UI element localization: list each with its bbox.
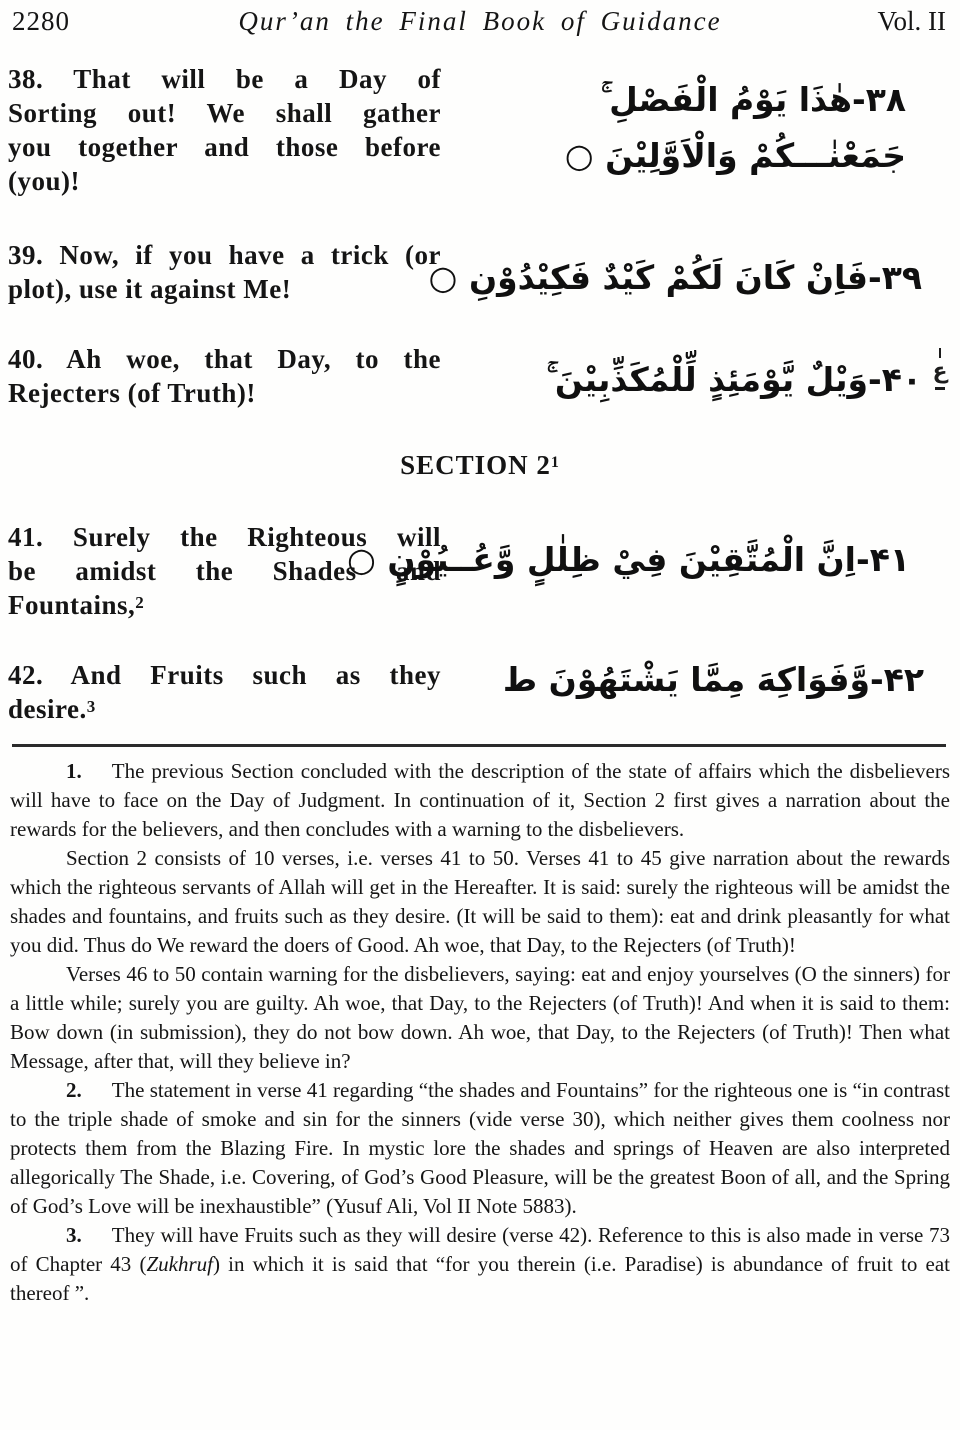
footnote-ref-3: 3 — [86, 697, 96, 716]
footnote-text: The previous Section concluded with the description of the state of affairs which the disbelievers will have to face on the Day of Judgment. In continuation of it, Section 2 first gives a narration about the rewards for the believers, and then concludes with a warning to the disbelievers. — [10, 759, 950, 841]
verse-42-english — [8, 658, 441, 726]
footnote-1-para-3: Verses 46 to 50 contain warning for the disbelievers, saying: eat and enjoy yourselves (O the sinners) for a little while; surely you are guilty. Ah woe, that Day, to the Rejecters (of Truth)! And when it is said to them: Bow down (in submission), they do not bow down. Ah woe, that Day, to the Rejecters (of Truth)! Then what Message, after that, will they believe in? — [10, 962, 950, 1073]
footnote-1-para-2: Section 2 consists of 10 verses, i.e. verses 41 to 50. Verses 41 to 45 give narration about the rewards which the righteous servants of Allah will get in the Hereafter. It is said: surely the righteous will be amidst the shades and fountains, and fruits such as they desire. (It will be said to them): eat and drink pleasantly for what you did. Thus do We reward the doers of Good. Ah woe, that Day, to the Rejecters (of Truth)! — [10, 846, 950, 957]
verse-40-arabic: ۴٠-وَيْلٌ يَّوْمَئِذٍ لِّلْمُكَذِّبِيْنَ ۚ — [546, 360, 922, 399]
arabic-line: ٣٨-هٰذَا يَوْمُ الْفَصْلِ ۚ — [600, 80, 906, 119]
verse-line — [8, 692, 441, 726]
footnotes-section — [10, 757, 950, 1308]
verse-38-english — [8, 62, 441, 198]
verse-line: plot), use it against Me! — [8, 274, 292, 304]
footnote-text: They will have Fruits such as they will desire (verse 42). Reference to this is also made in verse 73 of Chapter 43 ( — [10, 1223, 950, 1276]
verse-line: 38. That will be a Day of — [8, 64, 441, 94]
footnote-text: ) in which it is said that “for you therein (i.e. Paradise) is abundance of fruit to eat thereof ”. — [10, 1252, 950, 1305]
footnote-2-number: 2. — [66, 1078, 82, 1102]
verse-line: Sorting out! We shall gather — [8, 98, 441, 128]
footnote-3-para-1 — [10, 1221, 950, 1308]
verse-38-arabic — [565, 72, 906, 184]
section-label: SECTION 2 — [400, 450, 551, 480]
verse-line: Rejecters (of Truth)! — [8, 378, 256, 408]
verse-line: be amidst the Shades and — [8, 556, 441, 586]
verse-41-arabic: ۴١-اِنَّ الْمُتَّقِيْنَ فِيْ ظِلٰلٍ وَّعُــيُوْنٍ ○ — [347, 540, 910, 579]
ruku-tick-icon — [939, 348, 941, 358]
footnote-3-number: 3. — [66, 1223, 82, 1247]
verse-line: you together and those before — [8, 132, 441, 162]
verse-line: 41. Surely the Righteous will — [8, 522, 441, 552]
arabic-line: جَمَعْنٰـــكُمْ وَالْاَوَّلِيْنَ ○ — [564, 136, 906, 175]
ruku-tick-icon — [935, 387, 945, 390]
verse-line — [8, 588, 441, 622]
footnote-ref-2: 2 — [135, 593, 145, 612]
verse-line: (you)! — [8, 166, 80, 196]
footnote-text: The statement in verse 41 regarding “the shades and Fountains” for the righteous one is “in contrast to the triple shade of smoke and sin for the sinners (vide verse 30), which neither gives them coolness nor protects them from the Blazing Fire. In mystic lore the shades and springs of Heaven are also interpreted allegorically The Shade, i.e. Covering, of God’s Good Pleasure, will be the greatest Boon of all, and the Spring of God’s Love will be inexhaustible” (Yusuf Ali, Vol II Note 5883). — [10, 1078, 950, 1218]
ain-icon: ع — [932, 359, 948, 384]
footnote-divider — [12, 744, 946, 747]
verse-40-english — [8, 342, 441, 410]
footnote-2-para-1 — [10, 1076, 950, 1221]
ruku-marker — [928, 348, 952, 390]
running-title: Qur’an the Final Book of Guidance — [238, 6, 722, 36]
verse-line: 42. And Fruits such as they — [8, 660, 441, 690]
footnote-1-para-1 — [10, 757, 950, 844]
section-heading — [0, 450, 960, 481]
footnote-italic-term: Zukhruf — [146, 1252, 213, 1276]
verse-39-english — [8, 238, 441, 306]
page-header — [0, 6, 960, 42]
footnote-1-number: 1. — [66, 759, 82, 783]
verse-line: 40. Ah woe, that Day, to the — [8, 344, 441, 374]
verse-line-text: Fountains, — [8, 590, 136, 620]
verse-line-text: desire. — [8, 694, 87, 724]
volume-label: Vol. II — [877, 6, 946, 36]
verse-42-arabic: ۴٢-وَّفَوَاكِهَ مِمَّا يَشْتَهُوْنَ ط — [502, 660, 924, 699]
section-footnote-ref: 1 — [550, 454, 560, 471]
verse-line: 39. Now, if you have a trick (or — [8, 240, 441, 270]
verse-39-arabic: ٣٩-فَاِنْ كَانَ لَكُمْ كَيْدٌ فَكِيْدُوْنِ ○ — [428, 258, 922, 297]
page-number: 2280 — [12, 6, 70, 36]
